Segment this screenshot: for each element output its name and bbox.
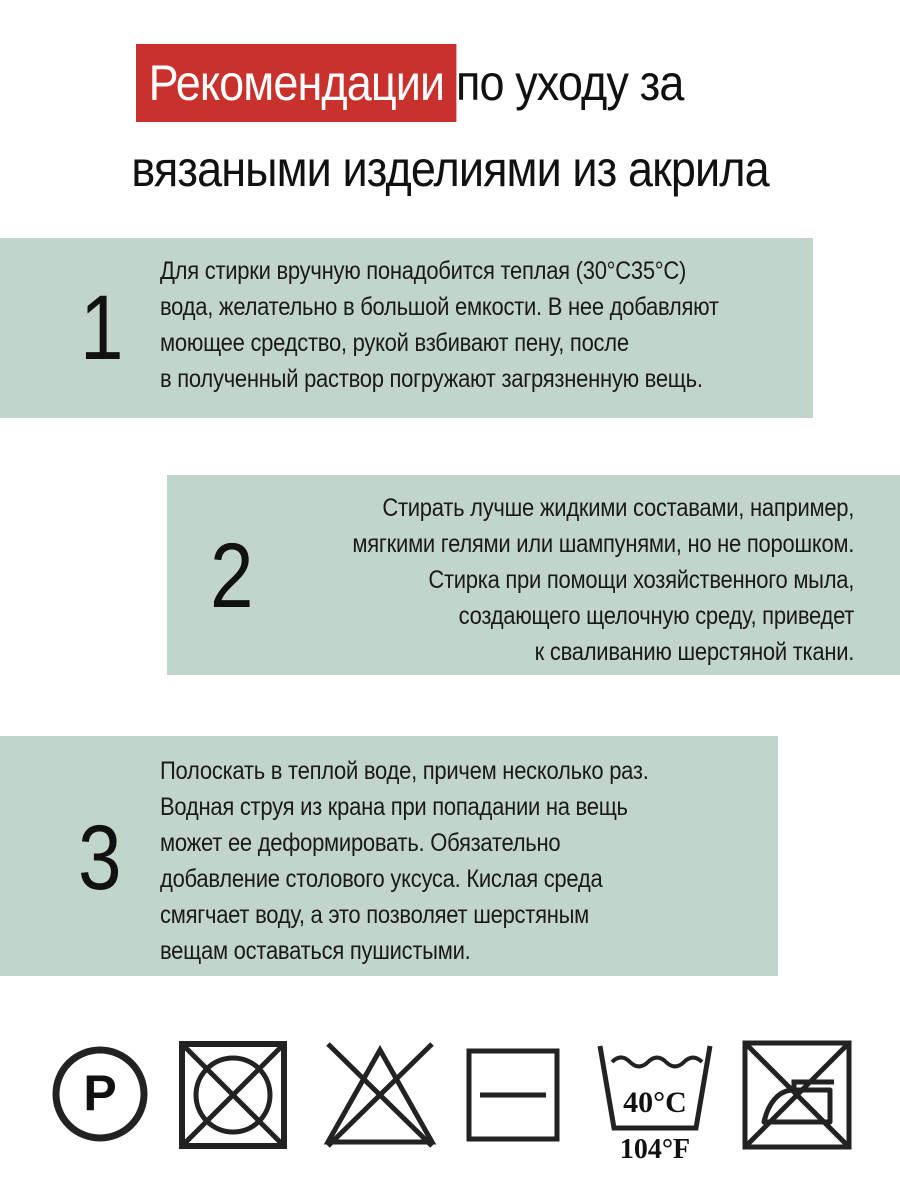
professional-dry-clean-p-icon: [50, 1044, 150, 1144]
wash-temperature-f: 104°F: [619, 1134, 691, 1165]
step-1-line: моющее средство, рукой взбивают пену, после: [160, 329, 629, 357]
step-2-line: мягкими гелями или шампунями, но не порошком.: [352, 530, 854, 558]
step-2-line: Стирка при помощи хозяйственного мыла,: [428, 566, 854, 594]
wash-40-icon: [596, 1044, 714, 1164]
step-text-1: [160, 253, 795, 397]
step-1-line: Для стирки вручную понадобится теплая (30°C35°C): [160, 257, 687, 285]
step-2-line: к сваливанию шерстяной ткани.: [534, 638, 854, 666]
dry-clean-letter: P: [83, 1065, 117, 1121]
step-number-1: 1: [80, 277, 124, 379]
step-1-line: в полученный раствор погружают загрязненную вещь.: [160, 365, 703, 393]
step-1-line: вода, желательно в большой емкости. В нее добавляют: [160, 293, 719, 321]
do-not-bleach-icon: [322, 1042, 438, 1148]
title-line-2-text: вязаными изделиями из акрила: [131, 141, 769, 197]
title-line-1-rest: по уходу за: [456, 55, 684, 111]
title-highlight: Рекомендации: [136, 44, 457, 122]
do-not-tumble-dry-icon: [178, 1040, 288, 1150]
wash-temperature-c: 40°C: [623, 1086, 687, 1119]
title-line-1: [136, 44, 709, 122]
title-line-2: [0, 141, 900, 197]
step-3-line: добавление столового уксуса. Кислая среда: [160, 865, 603, 893]
do-not-iron-icon: [742, 1040, 852, 1150]
step-3-line: Полоскать в теплой воде, причем несколько раз.: [160, 757, 649, 785]
step-text-2: [284, 490, 854, 670]
step-3-line: может ее деформировать. Обязательно: [160, 829, 561, 857]
step-2-line: создающего щелочную среду, приведет: [458, 602, 854, 630]
step-2-line: Стирать лучше жидкими составами, например,: [382, 494, 854, 522]
dry-flat-icon: [466, 1048, 560, 1142]
step-text-3: [160, 753, 715, 969]
step-3-line: вещам оставаться пушистыми.: [160, 937, 471, 965]
step-number-2: 2: [210, 525, 254, 627]
step-number-3: 3: [78, 807, 122, 909]
step-3-line: смягчает воду, а это позволяет шерстяным: [160, 901, 590, 929]
step-3-line: Водная струя из крана при попадании на вещь: [160, 793, 628, 821]
care-icons-row: [0, 1030, 900, 1165]
